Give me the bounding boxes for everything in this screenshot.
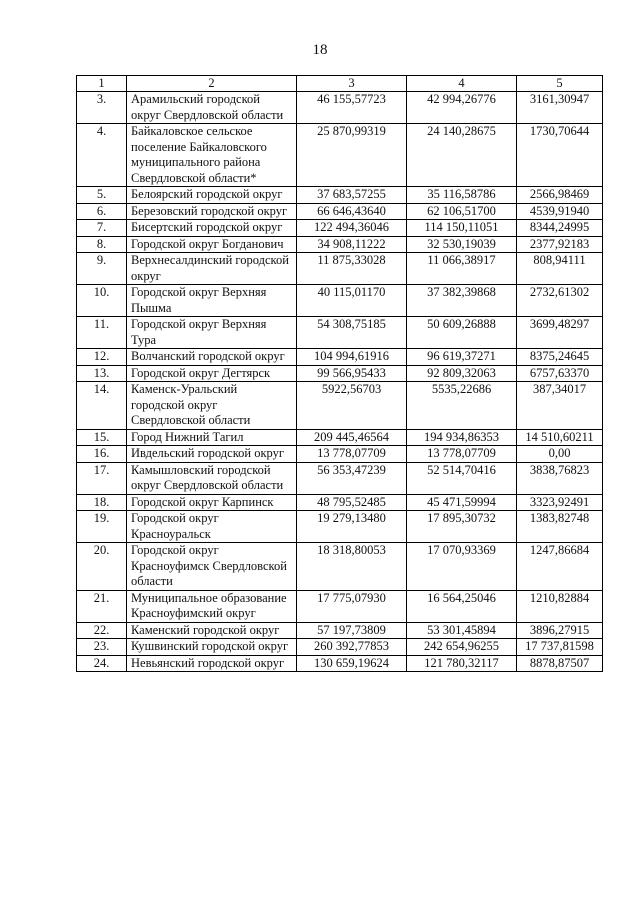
table-row	[77, 349, 603, 366]
row-number: 6.	[77, 203, 127, 220]
value-col-4: 194 934,86353	[407, 429, 517, 446]
value-col-5: 387,34017	[517, 382, 603, 430]
value-col-4: 32 530,19039	[407, 236, 517, 253]
value-col-5: 1247,86684	[517, 543, 603, 591]
row-number: 8.	[77, 236, 127, 253]
value-col-4: 42 994,26776	[407, 92, 517, 124]
row-number: 13.	[77, 365, 127, 382]
value-col-3: 19 279,13480	[297, 511, 407, 543]
column-header-1: 1	[77, 76, 127, 92]
row-number: 17.	[77, 462, 127, 494]
municipality-name: Бисертский городской округ	[127, 220, 297, 237]
municipality-name: Невьянский городской округ	[127, 655, 297, 672]
value-col-5: 3896,27915	[517, 622, 603, 639]
value-col-5: 0,00	[517, 446, 603, 463]
table-row	[77, 187, 603, 204]
value-col-5: 8375,24645	[517, 349, 603, 366]
value-col-4: 52 514,70416	[407, 462, 517, 494]
value-col-5: 8344,24995	[517, 220, 603, 237]
value-col-3: 17 775,07930	[297, 590, 407, 622]
row-number: 10.	[77, 285, 127, 317]
municipality-name: Камышловский городской округ Свердловской области	[127, 462, 297, 494]
municipality-name: Городской округ Верхняя Пышма	[127, 285, 297, 317]
row-number: 23.	[77, 639, 127, 656]
value-col-3: 11 875,33028	[297, 253, 407, 285]
row-number: 15.	[77, 429, 127, 446]
municipality-name: Городской округ Дегтярск	[127, 365, 297, 382]
value-col-3: 54 308,75185	[297, 317, 407, 349]
table-row	[77, 124, 603, 187]
value-col-4: 24 140,28675	[407, 124, 517, 187]
row-number: 4.	[77, 124, 127, 187]
value-col-5: 2377,92183	[517, 236, 603, 253]
value-col-4: 96 619,37271	[407, 349, 517, 366]
row-number: 9.	[77, 253, 127, 285]
value-col-4: 37 382,39868	[407, 285, 517, 317]
allocation-table	[76, 75, 603, 672]
table-row	[77, 382, 603, 430]
value-col-3: 122 494,36046	[297, 220, 407, 237]
row-number: 16.	[77, 446, 127, 463]
value-col-5: 2732,61302	[517, 285, 603, 317]
page-number: 18	[312, 42, 328, 58]
value-col-5: 808,94111	[517, 253, 603, 285]
value-col-3: 18 318,80053	[297, 543, 407, 591]
table-row	[77, 639, 603, 656]
table-row	[77, 203, 603, 220]
value-col-4: 13 778,07709	[407, 446, 517, 463]
municipality-name: Городской округ Карпинск	[127, 494, 297, 511]
value-col-3: 104 994,61916	[297, 349, 407, 366]
municipality-name: Ивдельский городской округ	[127, 446, 297, 463]
value-col-5: 3838,76823	[517, 462, 603, 494]
municipality-name: Городской округ Верхняя Тура	[127, 317, 297, 349]
value-col-4: 11 066,38917	[407, 253, 517, 285]
municipality-name: Арамильский городской округ Свердловской области	[127, 92, 297, 124]
municipality-name: Город Нижний Тагил	[127, 429, 297, 446]
value-col-3: 13 778,07709	[297, 446, 407, 463]
row-number: 22.	[77, 622, 127, 639]
row-number: 3.	[77, 92, 127, 124]
municipality-name: Верхнесалдинский городской округ	[127, 253, 297, 285]
municipality-name: Каменский городской округ	[127, 622, 297, 639]
municipality-name: Каменск-Уральский городской округ Свердловской области	[127, 382, 297, 430]
row-number: 7.	[77, 220, 127, 237]
value-col-4: 45 471,59994	[407, 494, 517, 511]
value-col-3: 57 197,73809	[297, 622, 407, 639]
value-col-3: 37 683,57255	[297, 187, 407, 204]
value-col-5: 2566,98469	[517, 187, 603, 204]
row-number: 19.	[77, 511, 127, 543]
table-row	[77, 543, 603, 591]
value-col-5: 1383,82748	[517, 511, 603, 543]
value-col-4: 17 070,93369	[407, 543, 517, 591]
value-col-4: 16 564,25046	[407, 590, 517, 622]
municipality-name: Муниципальное образование Красноуфимский округ	[127, 590, 297, 622]
municipality-name: Березовский городской округ	[127, 203, 297, 220]
value-col-4: 121 780,32117	[407, 655, 517, 672]
table-row	[77, 236, 603, 253]
municipality-name: Городской округ Богданович	[127, 236, 297, 253]
row-number: 24.	[77, 655, 127, 672]
table-row	[77, 622, 603, 639]
row-number: 21.	[77, 590, 127, 622]
value-col-5: 3323,92491	[517, 494, 603, 511]
municipality-name: Кушвинский городской округ	[127, 639, 297, 656]
value-col-3: 34 908,11222	[297, 236, 407, 253]
table-row	[77, 92, 603, 124]
value-col-3: 130 659,19624	[297, 655, 407, 672]
municipality-name: Белоярский городской округ	[127, 187, 297, 204]
value-col-5: 1210,82884	[517, 590, 603, 622]
value-col-3: 99 566,95433	[297, 365, 407, 382]
table-row	[77, 462, 603, 494]
municipality-name: Байкаловское сельское поселение Байкаловского муниципального района Свердловской области*	[127, 124, 297, 187]
table-row	[77, 511, 603, 543]
row-number: 5.	[77, 187, 127, 204]
column-header-3: 3	[297, 76, 407, 92]
value-col-5: 8878,87507	[517, 655, 603, 672]
table-row	[77, 590, 603, 622]
value-col-3: 40 115,01170	[297, 285, 407, 317]
table-row	[77, 220, 603, 237]
value-col-4: 62 106,51700	[407, 203, 517, 220]
column-header-4: 4	[407, 76, 517, 92]
row-number: 18.	[77, 494, 127, 511]
value-col-4: 35 116,58786	[407, 187, 517, 204]
municipality-name: Волчанский городской округ	[127, 349, 297, 366]
value-col-4: 5535,22686	[407, 382, 517, 430]
table-row	[77, 317, 603, 349]
table-row	[77, 494, 603, 511]
value-col-4: 17 895,30732	[407, 511, 517, 543]
value-col-5: 6757,63370	[517, 365, 603, 382]
value-col-4: 50 609,26888	[407, 317, 517, 349]
value-col-3: 209 445,46564	[297, 429, 407, 446]
row-number: 12.	[77, 349, 127, 366]
value-col-4: 92 809,32063	[407, 365, 517, 382]
value-col-5: 1730,70644	[517, 124, 603, 187]
value-col-5: 14 510,60211	[517, 429, 603, 446]
value-col-3: 25 870,99319	[297, 124, 407, 187]
value-col-4: 114 150,11051	[407, 220, 517, 237]
column-header-2: 2	[127, 76, 297, 92]
value-col-3: 48 795,52485	[297, 494, 407, 511]
value-col-3: 66 646,43640	[297, 203, 407, 220]
row-number: 20.	[77, 543, 127, 591]
value-col-5: 4539,91940	[517, 203, 603, 220]
value-col-3: 260 392,77853	[297, 639, 407, 656]
table-row	[77, 253, 603, 285]
column-header-5: 5	[517, 76, 603, 92]
value-col-5: 17 737,81598	[517, 639, 603, 656]
value-col-5: 3161,30947	[517, 92, 603, 124]
table-row	[77, 446, 603, 463]
value-col-3: 46 155,57723	[297, 92, 407, 124]
value-col-4: 53 301,45894	[407, 622, 517, 639]
value-col-4: 242 654,96255	[407, 639, 517, 656]
table-row	[77, 429, 603, 446]
value-col-3: 5922,56703	[297, 382, 407, 430]
table-row	[77, 285, 603, 317]
row-number: 11.	[77, 317, 127, 349]
value-col-3: 56 353,47239	[297, 462, 407, 494]
value-col-5: 3699,48297	[517, 317, 603, 349]
table-row	[77, 365, 603, 382]
table-row	[77, 655, 603, 672]
municipality-name: Городской округ Красноуфимск Свердловской области	[127, 543, 297, 591]
table-header-row	[77, 76, 603, 92]
municipality-name: Городской округ Красноуральск	[127, 511, 297, 543]
row-number: 14.	[77, 382, 127, 430]
